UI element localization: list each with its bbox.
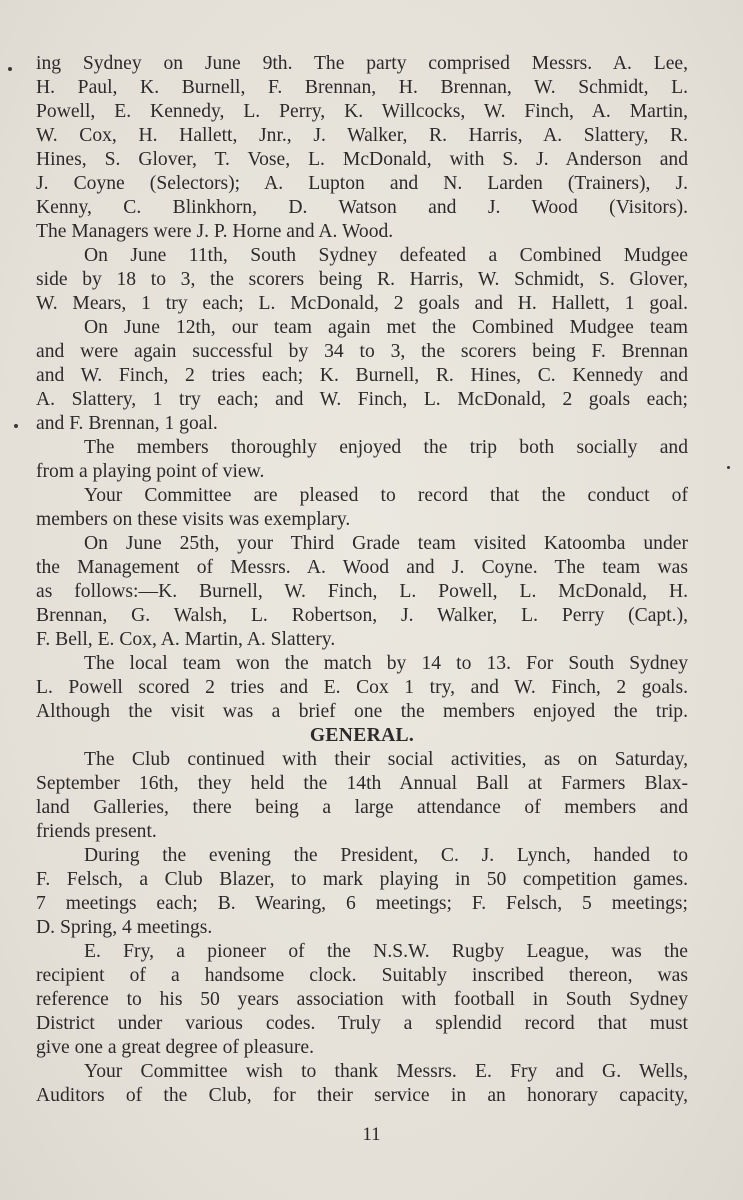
text-line: give one a great degree of pleasure. <box>36 1037 314 1058</box>
text-line: from a playing point of view. <box>36 461 265 482</box>
text-line: W. Mears, 1 try each; L. McDonald, 2 goals and H. Hallett, 1 goal. <box>36 293 688 314</box>
text-line: Powell, E. Kennedy, L. Perry, K. Willcocks, W. Finch, A. Martin, <box>36 101 688 122</box>
text-line: Brennan, G. Walsh, L. Robertson, J. Walker, L. Perry (Capt.), <box>36 605 688 626</box>
text-line: E. Fry, a pioneer of the N.S.W. Rugby League, was the <box>84 941 688 962</box>
text-line: F. Felsch, a Club Blazer, to mark playing in 50 competition games. <box>36 869 688 890</box>
text-line: reference to his 50 years association with football in South Sydney <box>36 989 688 1010</box>
text-line: Although the visit was a brief one the members enjoyed the trip. <box>36 701 688 722</box>
ink-speck <box>8 67 12 71</box>
text-line: and W. Finch, 2 tries each; K. Burnell, R. Hines, C. Kennedy and <box>36 365 688 386</box>
body-text <box>36 52 688 1108</box>
text-line: as follows:—K. Burnell, W. Finch, L. Powell, L. McDonald, H. <box>36 581 688 602</box>
text-line: Auditors of the Club, for their service in an honorary capacity, <box>36 1085 688 1106</box>
text-line: District under various codes. Truly a splendid record that must <box>36 1013 688 1034</box>
text-line: A. Slattery, 1 try each; and W. Finch, L. McDonald, 2 goals each; <box>36 389 688 410</box>
text-line: friends present. <box>36 821 157 842</box>
text-line: On June 12th, our team again met the Combined Mudgee team <box>84 317 688 338</box>
text-line: The members thoroughly enjoyed the trip both socially and <box>84 437 688 458</box>
text-line: H. Paul, K. Burnell, F. Brennan, H. Brennan, W. Schmidt, L. <box>36 77 688 98</box>
text-line: The Club continued with their social activities, as on Saturday, <box>84 749 688 770</box>
text-line: side by 18 to 3, the scorers being R. Harris, W. Schmidt, S. Glover, <box>36 269 688 290</box>
text-line: W. Cox, H. Hallett, Jnr., J. Walker, R. Harris, A. Slattery, R. <box>36 125 688 146</box>
text-line: and F. Brennan, 1 goal. <box>36 413 218 434</box>
text-line: ing Sydney on June 9th. The party comprised Messrs. A. Lee, <box>36 53 688 74</box>
text-line: During the evening the President, C. J. Lynch, handed to <box>84 845 688 866</box>
page-number: 11 <box>362 1124 381 1145</box>
text-line: land Galleries, there being a large attendance of members and <box>36 797 688 818</box>
text-line: The Managers were J. P. Horne and A. Wood. <box>36 221 394 242</box>
text-line: members on these visits was exemplary. <box>36 509 351 530</box>
text-line: recipient of a handsome clock. Suitably inscribed thereon, was <box>36 965 688 986</box>
text-line: The local team won the match by 14 to 13. For South Sydney <box>84 653 688 674</box>
text-line: September 16th, they held the 14th Annual Ball at Farmers Blax- <box>36 773 688 794</box>
section-heading: GENERAL. <box>309 725 415 746</box>
text-line: F. Bell, E. Cox, A. Martin, A. Slattery. <box>36 629 336 650</box>
text-line: D. Spring, 4 meetings. <box>36 917 213 938</box>
text-line: J. Coyne (Selectors); A. Lupton and N. Larden (Trainers), J. <box>36 173 688 194</box>
text-line: 7 meetings each; B. Wearing, 6 meetings; F. Felsch, 5 meetings; <box>36 893 688 914</box>
text-line: the Management of Messrs. A. Wood and J. Coyne. The team was <box>36 557 688 578</box>
text-line: L. Powell scored 2 tries and E. Cox 1 try, and W. Finch, 2 goals. <box>36 677 688 698</box>
ink-speck <box>727 466 730 469</box>
ink-speck <box>14 424 18 428</box>
text-line: Kenny, C. Blinkhorn, D. Watson and J. Wood (Visitors). <box>36 197 688 218</box>
text-line: On June 11th, South Sydney defeated a Combined Mudgee <box>84 245 688 266</box>
text-line: On June 25th, your Third Grade team visited Katoomba under <box>84 533 688 554</box>
text-line: Your Committee are pleased to record that the conduct of <box>84 485 688 506</box>
text-line: Your Committee wish to thank Messrs. E. Fry and G. Wells, <box>84 1061 688 1082</box>
text-line: Hines, S. Glover, T. Vose, L. McDonald, with S. J. Anderson and <box>36 149 688 170</box>
text-line: and were again successful by 34 to 3, the scorers being F. Brennan <box>36 341 688 362</box>
